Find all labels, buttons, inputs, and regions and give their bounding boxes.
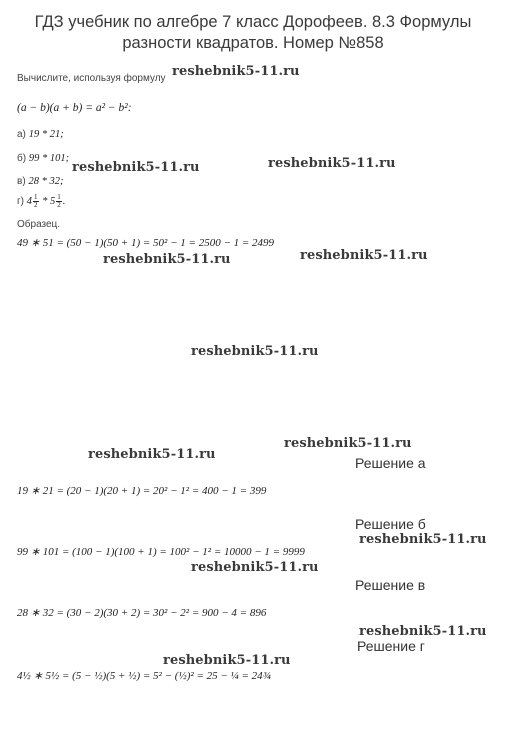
task-instruction: Вычислите, используя формулу xyxy=(17,73,166,84)
watermark: reshebnik5-11.ru xyxy=(103,252,231,267)
mixed-whole: 4 xyxy=(26,195,33,207)
title-line-1: ГДЗ учебник по алгебре 7 класс Дорофеев. 8.3 Формулы xyxy=(34,13,472,31)
page-title xyxy=(20,12,486,54)
watermark: reshebnik5-11.ru xyxy=(163,653,291,668)
solution-b-text: 99 ∗ 101 = (100 − 1)(100 + 1) = 100² − 1² = 10000 − 1 = 9999 xyxy=(17,546,305,558)
watermark: reshebnik5-11.ru xyxy=(88,447,216,462)
watermark: reshebnik5-11.ru xyxy=(172,64,300,79)
task-item-a xyxy=(17,129,64,140)
example-formula: 49 ∗ 51 = (50 − 1)(50 + 1) = 50² − 1 = 2500 − 1 = 2499 xyxy=(17,237,275,249)
solution-c-heading: Решение в xyxy=(355,577,426,593)
task-item-b xyxy=(17,153,69,164)
task-item-c xyxy=(17,176,63,187)
mult-sign: * xyxy=(42,195,48,207)
solution-c-text: 28 ∗ 32 = (30 − 2)(30 + 2) = 30² − 2² = 900 − 4 = 896 xyxy=(17,607,267,619)
task-item-label: а) xyxy=(17,129,26,140)
solution-d-heading: Решение г xyxy=(357,638,425,654)
solution-d-text: 4½ ∗ 5½ = (5 − ½)(5 + ½) = 5² − (½)² = 25 − ¼ = 24¾ xyxy=(17,670,271,682)
solution-a-text: 19 ∗ 21 = (20 − 1)(20 + 1) = 20² − 1² = 400 − 1 = 399 xyxy=(17,485,267,497)
fraction: $\frac{1}{2}$ xyxy=(34,193,38,209)
watermark: reshebnik5-11.ru xyxy=(300,248,428,263)
watermark: reshebnik5-11.ru xyxy=(284,436,412,451)
watermark: reshebnik5-11.ru xyxy=(359,624,487,639)
task-formula: (a − b)(a + b) = a² − b²: xyxy=(17,102,132,114)
watermark: reshebnik5-11.ru xyxy=(72,160,200,175)
watermark: reshebnik5-11.ru xyxy=(268,156,396,171)
watermark: reshebnik5-11.ru xyxy=(191,560,319,575)
task-item-d: г) 4 $\frac{1}{2}$ * 5 $\frac{1}{2}$ . xyxy=(17,193,66,209)
task-item-label: в) xyxy=(17,176,26,187)
task-item-expr: 28 * 32; xyxy=(28,176,64,187)
solution-b-heading: Решение б xyxy=(355,516,426,532)
watermark: reshebnik5-11.ru xyxy=(191,344,319,359)
title-line-2: разности квадратов. Номер №858 xyxy=(122,34,384,52)
example-label: Образец. xyxy=(17,219,61,230)
watermark: reshebnik5-11.ru xyxy=(359,532,487,547)
task-item-expr: 99 * 101; xyxy=(28,153,70,164)
task-item-expr: 19 * 21; xyxy=(28,129,64,140)
mixed-whole: 5 xyxy=(50,195,56,207)
task-item-label: г) xyxy=(17,195,24,207)
task-item-label: б) xyxy=(17,153,27,164)
fraction: $\frac{1}{2}$ xyxy=(57,193,61,209)
solution-a-heading: Решение а xyxy=(355,455,426,471)
